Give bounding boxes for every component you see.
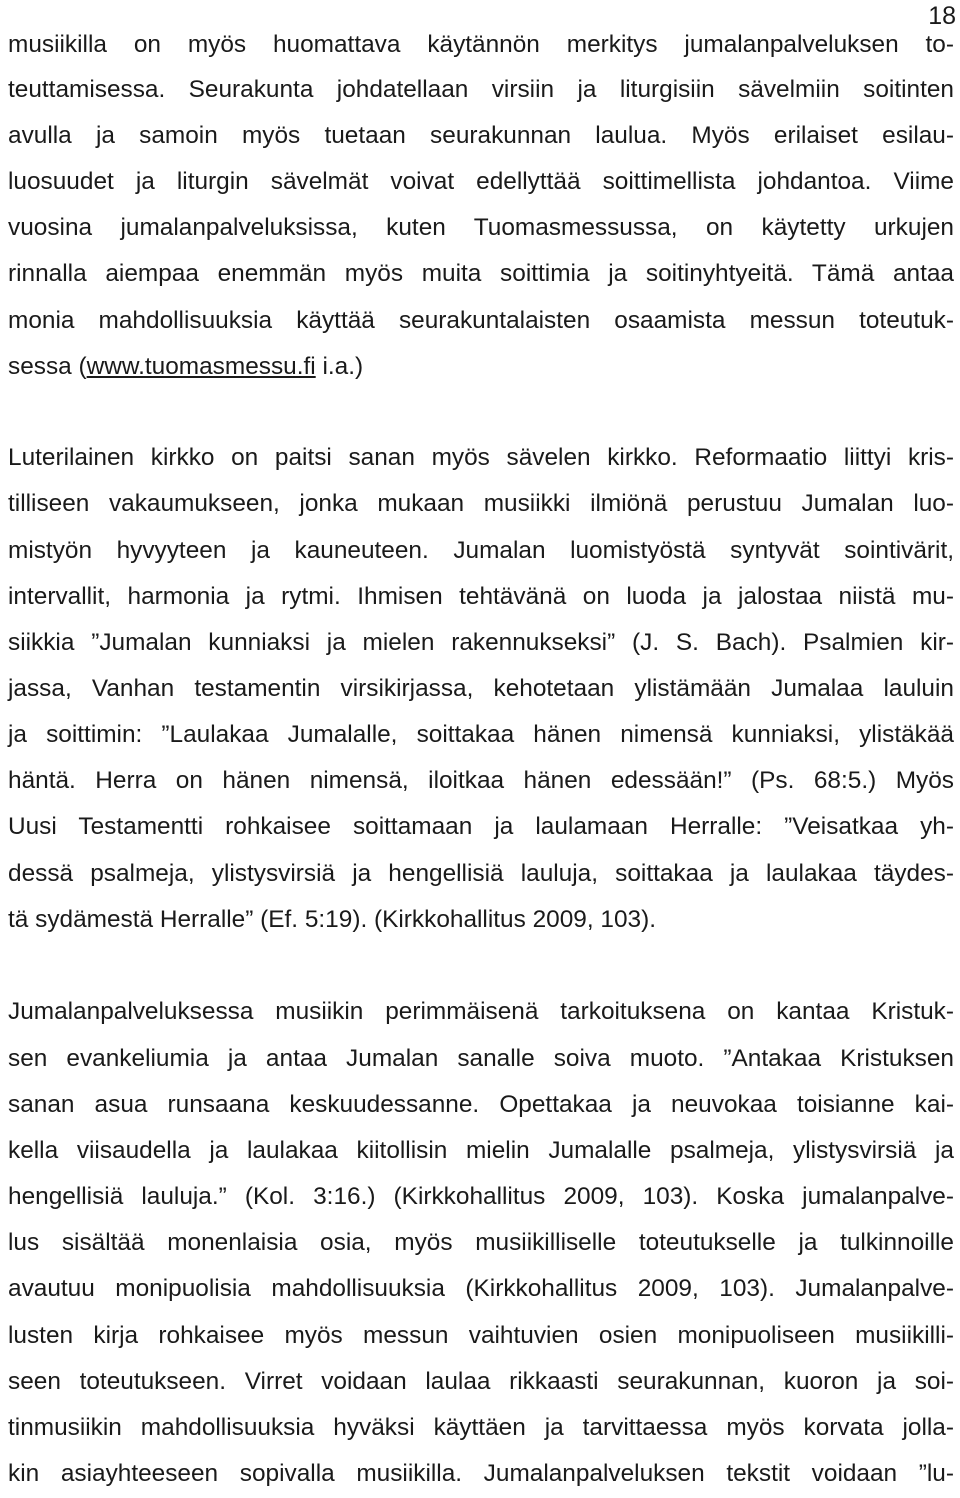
text-line: dessä psalmeja, ylistysvirsiä ja hengellisiä lauluja, soittakaa ja laulakaa täydes- [8,860,954,887]
text-line: Luterilainen kirkko on paitsi sanan myös sävelen kirkko. Reformaatio liittyi kris- [8,444,954,471]
text-line: intervallit, harmonia ja rytmi. Ihmisen tehtävänä on luoda ja jalostaa niistä mu- [8,583,954,610]
text-line: kella viisaudella ja laulakaa kiitollisin mielin Jumalalle psalmeja, ylistysvirsiä ja [8,1137,954,1164]
text-line: rinnalla aiempaa enemmän myös muita soittimia ja soitinyhtyeitä. Tämä antaa [8,260,954,287]
text-line: Jumalanpalveluksessa musiikin perimmäisenä tarkoituksena on kantaa Kristuk- [8,998,954,1025]
text-line: monia mahdollisuuksia käyttää seurakuntalaisten osaamista messun toteutuk- [8,307,954,334]
text-line: lusten kirja rohkaisee myös messun vaihtuvien osien monipuoliseen musiikilli- [8,1322,954,1349]
text-line: avautuu monipuolisia mahdollisuuksia (Kirkkohallitus 2009, 103). Jumalanpalve- [8,1275,954,1302]
text-line: seen toteutukseen. Virret voidaan laulaa rikkaasti seurakunnan, kuoron ja soi- [8,1368,954,1395]
text-line: teuttamisessa. Seurakunta johdatellaan virsiin ja liturgisiin sävelmiin soitinten [8,76,954,103]
text-line: lus sisältää monenlaisia osia, myös musiikilliselle toteutukselle ja tulkinnoille [8,1229,954,1256]
text-line: tilliseen vakaumukseen, jonka mukaan musiikki ilmiönä perustuu Jumalan luo- [8,490,954,517]
text-line: vuosina jumalanpalveluksissa, kuten Tuomasmessussa, on käytetty urkujen [8,214,954,241]
text-line: tinmusiikin mahdollisuuksia hyväksi käyttäen ja tarvittaessa myös korvata jolla- [8,1414,954,1441]
text-line: jassa, Vanhan testamentin virsikirjassa, kehotetaan ylistämään Jumalaa lauluin [8,675,954,702]
text-line: avulla ja samoin myös tuetaan seurakunnan laulua. Myös erilaiset esilau- [8,122,954,149]
text-line: hengellisiä lauluja.” (Kol. 3:16.) (Kirkkohallitus 2009, 103). Koska jumalanpalve- [8,1183,954,1210]
text-line: sessa (www.tuomasmessu.fi i.a.) [8,353,364,380]
text-line: sanan asua runsaana keskuudessanne. Opettakaa ja neuvokaa toisianne kai- [8,1091,954,1118]
text-line: mistyön hyvyyteen ja kauneuteen. Jumalan luomistyöstä syntyvät sointivärit, [8,537,954,564]
text-line: Uusi Testamentti rohkaisee soittamaan ja laulamaan Herralle: ”Veisatkaa yh- [8,813,954,840]
text-line: sen evankeliumia ja antaa Jumalan sanalle soiva muoto. ”Antakaa Kristuksen [8,1045,954,1072]
text-line: luosuudet ja liturgin sävelmät voivat edellyttää soittimellista johdantoa. Viime [8,168,954,195]
page-number: 18 [928,2,956,30]
text-line: häntä. Herra on hänen nimensä, iloitkaa hänen edessään!” (Ps. 68:5.) Myös [8,767,954,794]
text-line: musiikilla on myös huomattava käytännön merkitys jumalanpalveluksen to- [8,31,954,58]
text-line: kin asiayhteeseen sopivalla musiikilla. Jumalanpalveluksen tekstit voidaan ”lu- [8,1460,954,1487]
text-line: siikkia ”Jumalan kunniaksi ja mielen rakennukseksi” (J. S. Bach). Psalmien kir- [8,629,954,656]
text-line: tä sydämestä Herralle” (Ef. 5:19). (Kirkkohallitus 2009, 103). [8,906,656,933]
website-link[interactable]: www.tuomasmessu.fi [86,353,316,380]
text-line: ja soittimin: ”Laulakaa Jumalalle, soittakaa hänen nimensä kunniaksi, ylistäkää [8,721,954,748]
